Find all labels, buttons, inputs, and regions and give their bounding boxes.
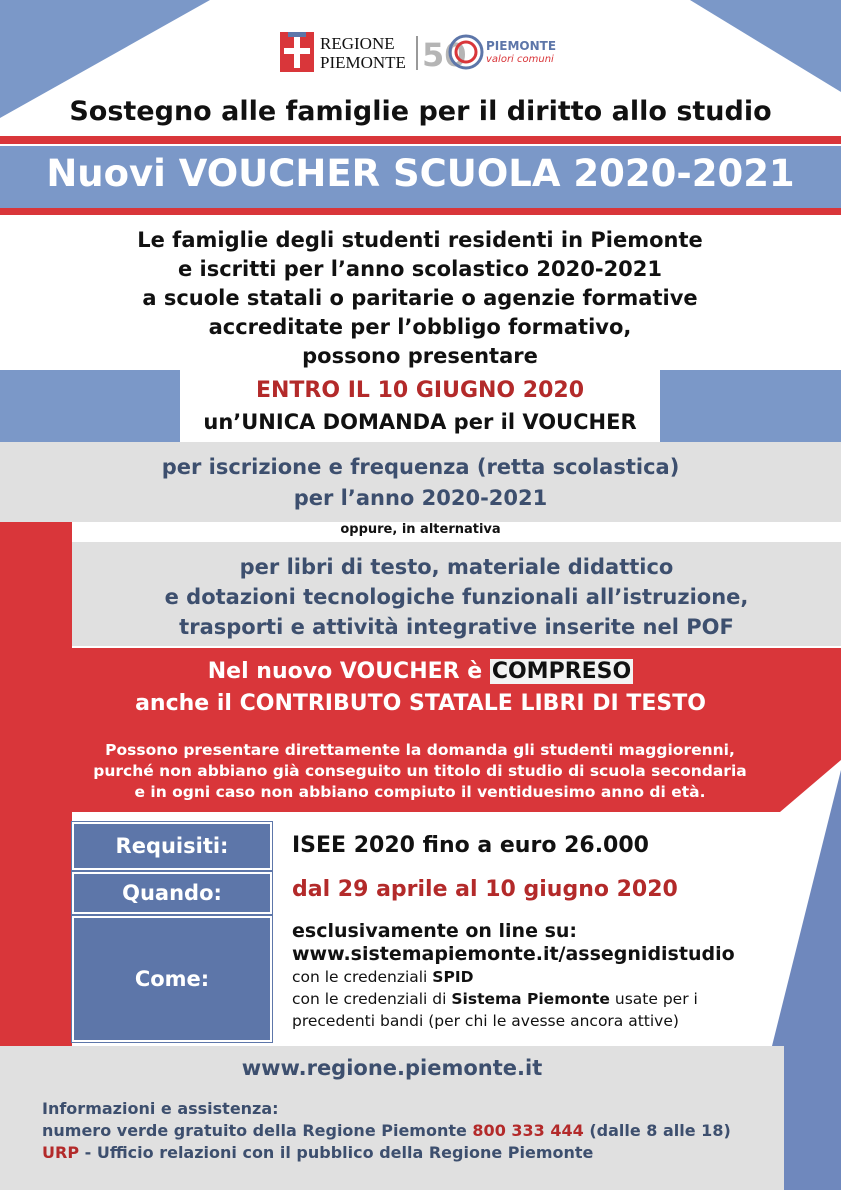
come-sp-pre: con le credenziali di — [292, 990, 452, 1008]
quando-label: Quando: — [72, 872, 272, 914]
come-spid: SPID — [432, 968, 474, 986]
come-sp: Sistema Piemonte — [451, 990, 610, 1008]
come-line-1: esclusivamente on line su: — [292, 920, 577, 942]
top-right-triangle — [690, 0, 841, 92]
deadline-text: ENTRO IL 10 GIUGNO 2020 — [255, 378, 585, 403]
logo-text-regione: REGIONE — [320, 34, 395, 53]
single-application-text: un’UNICA DOMANDA per il VOUCHER — [203, 410, 637, 434]
intro-line-3: a scuole statali o paritarie o agenzie formative — [142, 286, 698, 310]
adult-line-2: purché non abbiano già conseguito un titolo di studio di scuola secondaria — [93, 762, 747, 780]
requisiti-value: ISEE 2020 fino a euro 26.000 — [292, 833, 649, 858]
intro-line-4: accreditate per l’obbligo formativo, — [208, 315, 632, 339]
intro-line-5: possono presentare — [302, 344, 538, 368]
intro-text — [80, 226, 760, 371]
intro-line-2: e iscritti per l’anno scolastico 2020-2021 — [177, 257, 663, 281]
option2-line-1: per libri di testo, materiale didattico — [239, 555, 674, 579]
included-pre: Nel nuovo VOUCHER è — [207, 659, 490, 684]
info-block — [42, 1098, 782, 1164]
logo-text-piemonte: PIEMONTE — [320, 53, 406, 72]
included-text — [0, 656, 841, 720]
urp-text: - Ufficio relazioni con il pubblico della Regione Piemonte — [79, 1143, 594, 1162]
regione-piemonte-logo — [280, 30, 560, 74]
website-link[interactable]: www.regione.piemonte.it — [241, 1056, 543, 1080]
option2-line-3: trasporti e attività integrative inserite nel POF — [179, 615, 734, 639]
right-blue-block — [660, 370, 841, 442]
option2-line-2: e dotazioni tecnologiche funzionali all’istruzione, — [164, 585, 749, 609]
page-subtitle: Nuovi VOUCHER SCUOLA 2020-2021 — [46, 152, 795, 195]
come-spid-pre: con le credenziali — [292, 968, 433, 986]
logo-50: 50 — [422, 36, 467, 74]
phone-number[interactable]: 800 333 444 — [472, 1121, 584, 1140]
left-red-strip — [0, 522, 72, 652]
info-post: (dalle 8 alle 18) — [583, 1121, 731, 1140]
left-blue-block — [0, 370, 180, 442]
page-title: Sostegno alle famiglie per il diritto allo studio — [69, 96, 772, 127]
red-divider-top — [0, 136, 841, 144]
adult-students-text — [60, 740, 780, 803]
come-url-link[interactable]: www.sistemapiemonte.it/assegnidistudio — [292, 943, 735, 965]
bottom-left-red — [0, 812, 72, 1046]
intro-line-1: Le famiglie degli studenti residenti in Piemonte — [137, 228, 703, 252]
come-label: Come: — [72, 916, 272, 1042]
option1-text — [0, 452, 841, 514]
info-title: Informazioni e assistenza: — [42, 1099, 279, 1118]
included-highlight: COMPRESO — [491, 659, 632, 684]
info-pre: numero verde gratuito della Regione Piemonte — [42, 1121, 473, 1140]
option2-text — [72, 552, 841, 642]
alternative-text: oppure, in alternativa — [340, 522, 501, 537]
logo-50-brand: PIEMONTE — [486, 39, 557, 53]
option1-line-1: per iscrizione e frequenza (retta scolastica) — [161, 455, 680, 479]
red-divider-bottom — [0, 208, 841, 215]
logo-50-tag: valori comuni — [486, 54, 554, 65]
urp-label: URP — [42, 1143, 80, 1162]
come-last: precedenti bandi (per chi le avesse ancora attive) — [292, 1012, 679, 1030]
header-logos — [280, 30, 560, 74]
requisiti-label: Requisiti: — [72, 822, 272, 870]
come-sp-post: usate per i — [609, 990, 698, 1008]
option1-line-2: per l’anno 2020-2021 — [293, 486, 548, 510]
adult-line-3: e in ogni caso non abbiano compiuto il ventiduesimo anno di età. — [134, 783, 706, 801]
adult-line-1: Possono presentare direttamente la domanda gli studenti maggiorenni, — [105, 741, 735, 759]
quando-value: dal 29 aprile al 10 giugno 2020 — [292, 877, 678, 902]
come-value — [292, 920, 772, 1032]
included-line-2: anche il CONTRIBUTO STATALE LIBRI DI TESTO — [135, 691, 706, 716]
